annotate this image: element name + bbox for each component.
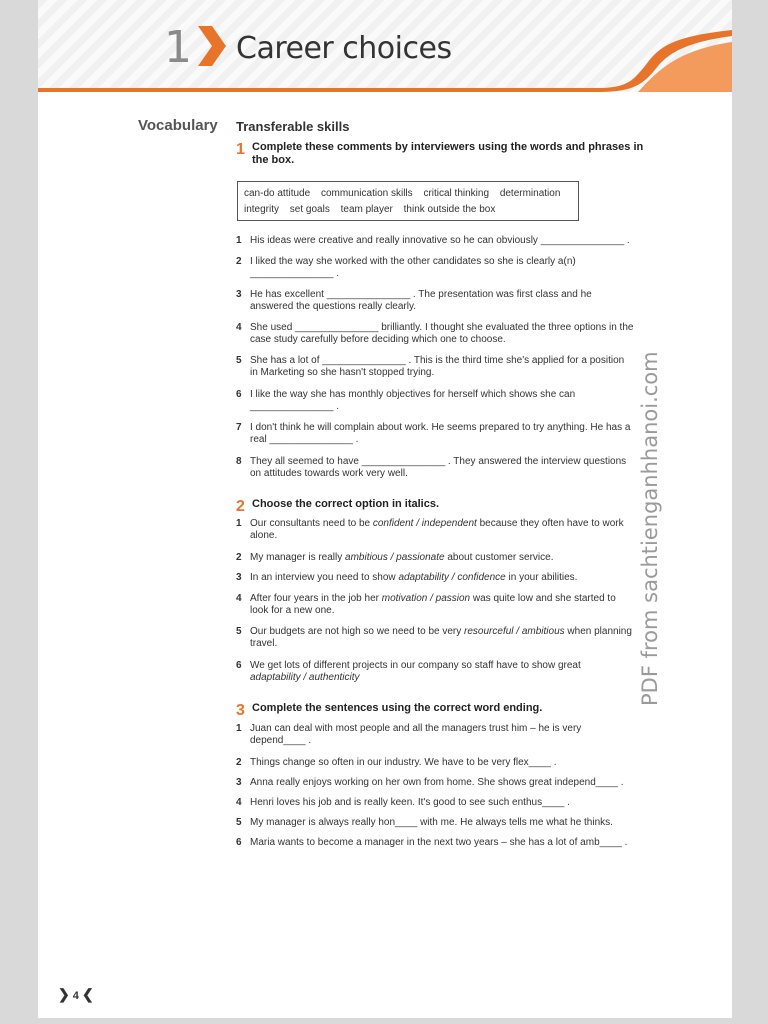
section-title: Transferable skills	[236, 119, 350, 134]
word-box-item: think outside the box	[403, 204, 496, 215]
exercise-number: 3	[236, 702, 245, 719]
exercise-1-item: 1 His ideas were creative and really innovative so he can obviously _______________ .	[236, 235, 630, 246]
exercise-1-item: 6 I like the way she has monthly objectives for herself which shows she can _______________ .	[236, 389, 576, 412]
exercise-1-item: 7 I don't think he will complain about work. He seems prepared to try anything. He has a real _______________ .	[236, 422, 631, 445]
exercise-3-item: 5 My manager is always really hon____ with me. He always tells me what he thinks.	[236, 817, 613, 828]
exercise-number: 1	[236, 141, 245, 158]
word-box-item: can-do attitude	[244, 188, 311, 199]
exercise-3-item: 2 Things change so often in our industry. We have to be very flex____ .	[236, 757, 557, 768]
orange-chevron-icon	[194, 26, 228, 66]
exercise-2-item: 3 In an interview you need to show adaptability / confidence in your abilities.	[236, 572, 578, 583]
exercise-instruction: Complete these comments by interviewers using the words and phrases in the box.	[252, 141, 644, 166]
exercise-1-item: 5 She has a lot of _______________ . This is the third time she's applied for a position in Marketing so she hasn't stopped trying.	[236, 355, 625, 378]
chevron-left-icon: ❮	[81, 986, 94, 1002]
unit-number: 1	[164, 22, 190, 73]
word-box-item: set goals	[289, 204, 330, 215]
exercise-1-item: 2 I liked the way she worked with the other candidates so she is clearly a(n) _______________ .	[236, 256, 576, 279]
exercise-2-item: 6 We get lots of different projects in our company so staff have to show great adaptability / authenticity	[236, 660, 581, 683]
exercise-1-heading	[236, 141, 652, 167]
word-box-item: communication skills	[320, 188, 413, 199]
exercise-2-item: 1 Our consultants need to be confident / independent because they often have to work alone.	[236, 518, 624, 541]
exercise-1-item: 8 They all seemed to have _______________ . They answered the interview questions on attitudes towards work very well.	[236, 456, 627, 479]
exercise-2-item: 4 After four years in the job her motivation / passion was quite low and she started to look for a new one.	[236, 593, 616, 616]
exercise-number: 2	[236, 498, 245, 515]
exercise-3-heading	[236, 702, 652, 720]
exercise-instruction: Complete the sentences using the correct word ending.	[252, 702, 543, 714]
exercise-1-item: 3 He has excellent _______________ . The presentation was first class and he answered the questions really clearly.	[236, 289, 592, 312]
exercise-2-item: 5 Our budgets are not high so we need to be very resourceful / ambitious when planning travel.	[236, 626, 632, 649]
exercise-2-heading	[236, 498, 652, 516]
exercise-instruction: Choose the correct option in italics.	[252, 498, 440, 510]
exercise-3-item: 1 Juan can deal with most people and all the managers trust him – he is very depend____ .	[236, 723, 582, 746]
exercise-3-item: 4 Henri loves his job and is really keen. It's good to see such enthus____ .	[236, 797, 570, 808]
exercise-2-item: 2 My manager is really ambitious / passionate about customer service.	[236, 552, 554, 563]
word-box-item: determination	[499, 188, 561, 199]
page-number: 4	[72, 990, 79, 1002]
exercise-1-item: 4 She used _______________ brilliantly. I thought she evaluated the three options in the case study carefully before deciding which one to choose.	[236, 322, 634, 345]
side-label: Vocabulary	[138, 117, 218, 134]
page-footer	[58, 986, 94, 1003]
workbook-page	[38, 0, 732, 1018]
unit-banner	[38, 0, 732, 92]
word-box-item: critical thinking	[423, 188, 490, 199]
exercise-3-item: 6 Maria wants to become a manager in the next two years – she has a lot of amb____ .	[236, 837, 628, 848]
exercise-3-item: 3 Anna really enjoys working on her own from home. She shows great independ____ .	[236, 777, 624, 788]
unit-title: Career choices	[236, 31, 452, 66]
word-box-item: integrity	[244, 204, 280, 215]
watermark: PDF from sachtienganhhanoi.com	[638, 351, 662, 706]
word-box	[237, 181, 579, 221]
word-box-item: team player	[340, 204, 393, 215]
chevron-right-icon: ❯	[58, 986, 70, 1002]
